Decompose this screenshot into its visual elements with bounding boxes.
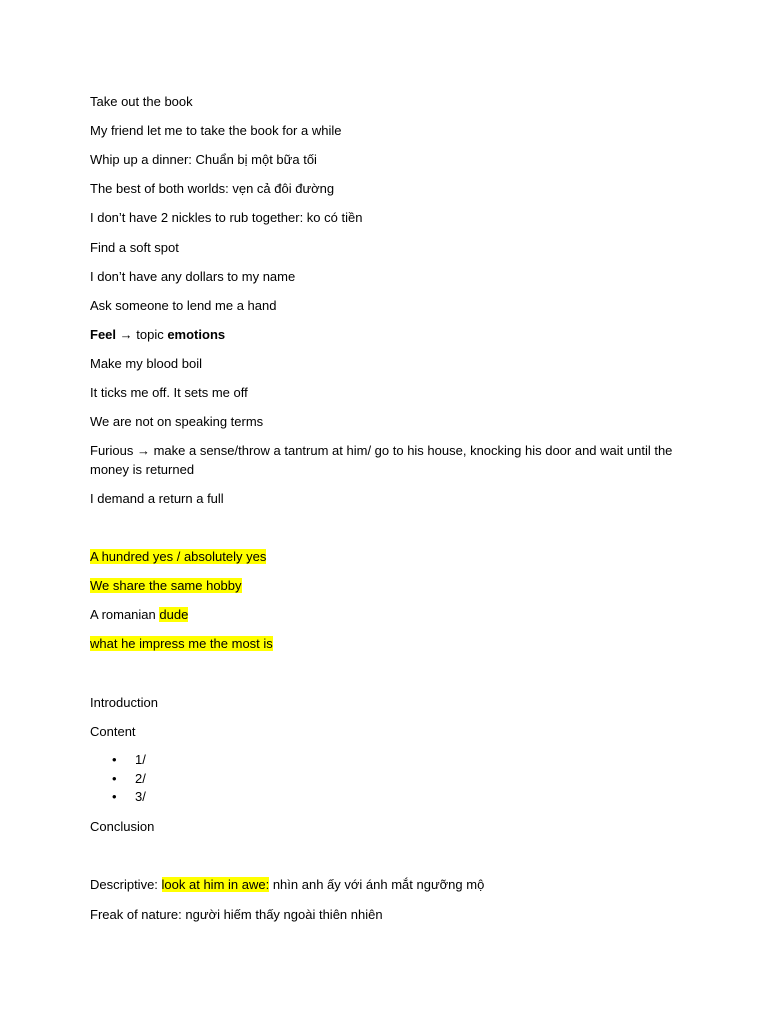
bullet-icon: • xyxy=(112,789,117,804)
highlighted-text: what he impress me the most is xyxy=(90,636,273,651)
text-line-feel-topic xyxy=(90,325,680,344)
list-item xyxy=(90,751,146,770)
text-line-demand-return: I demand a return a full xyxy=(90,491,224,506)
list-item-label: 3/ xyxy=(135,789,146,804)
highlighted-text: A hundred yes / absolutely yes xyxy=(90,549,267,564)
text-line-nickles: I don’t have 2 nickles to rub together: ko có tiền xyxy=(90,210,363,225)
list-item xyxy=(90,788,146,807)
text-line-dollars: I don’t have any dollars to my name xyxy=(90,269,296,284)
bullet-icon: • xyxy=(112,752,117,767)
text-line-descriptive xyxy=(90,875,680,894)
bullet-icon: • xyxy=(112,770,117,786)
emotions-word: emotions xyxy=(167,327,226,342)
text-line-freak-of-nature: Freak of nature: người hiếm thấy ngoài thiên nhiên xyxy=(90,907,383,922)
text-line-ticks-me-off: It ticks me off. It sets me off xyxy=(90,385,248,400)
arrow-icon: → xyxy=(119,327,133,342)
text-line-soft-spot: Find a soft spot xyxy=(90,240,179,255)
topic-word: topic xyxy=(132,327,168,342)
text-line-content: Content xyxy=(90,724,136,739)
highlighted-text: look at him in awe: xyxy=(161,877,270,892)
plain-text: Descriptive: xyxy=(90,877,162,892)
text-line-take-out-book: Take out the book xyxy=(90,94,193,109)
text-line-blood-boil: Make my blood boil xyxy=(90,356,202,371)
plain-text: nhìn anh ấy với ánh mắt ngưỡng mộ xyxy=(269,877,485,892)
text-line-romanian-dude xyxy=(90,605,680,624)
text-line-whip-up-dinner: Whip up a dinner: Chuẩn bị một bữa tối xyxy=(90,152,317,167)
bullet-list xyxy=(90,751,146,807)
text-line-conclusion: Conclusion xyxy=(90,819,155,834)
list-item-label: 1/ xyxy=(135,752,146,767)
text-line-friend-let-me: My friend let me to take the book for a while xyxy=(90,123,342,138)
feel-word: Feel xyxy=(90,327,117,342)
highlighted-text: dude xyxy=(159,607,189,622)
list-item-label: 2/ xyxy=(135,770,146,786)
highlight-line-impress-me xyxy=(90,634,680,653)
text-line-best-of-both-worlds: The best of both worlds: vẹn cả đôi đường xyxy=(90,181,335,196)
highlighted-text: We share the same hobby xyxy=(90,578,242,593)
text-line-lend-a-hand: Ask someone to lend me a hand xyxy=(90,298,277,313)
plain-text: A romanian xyxy=(90,607,160,622)
text-line-introduction: Introduction xyxy=(90,695,158,710)
text-line-speaking-terms: We are not on speaking terms xyxy=(90,414,264,429)
text-line-furious: Furious → make a sense/throw a tantrum at him/ go to his house, knocking his door and wait until the money is returned xyxy=(90,443,673,477)
highlight-line-hundred-yes xyxy=(90,547,680,566)
list-item xyxy=(90,770,146,789)
highlight-line-same-hobby xyxy=(90,576,680,595)
